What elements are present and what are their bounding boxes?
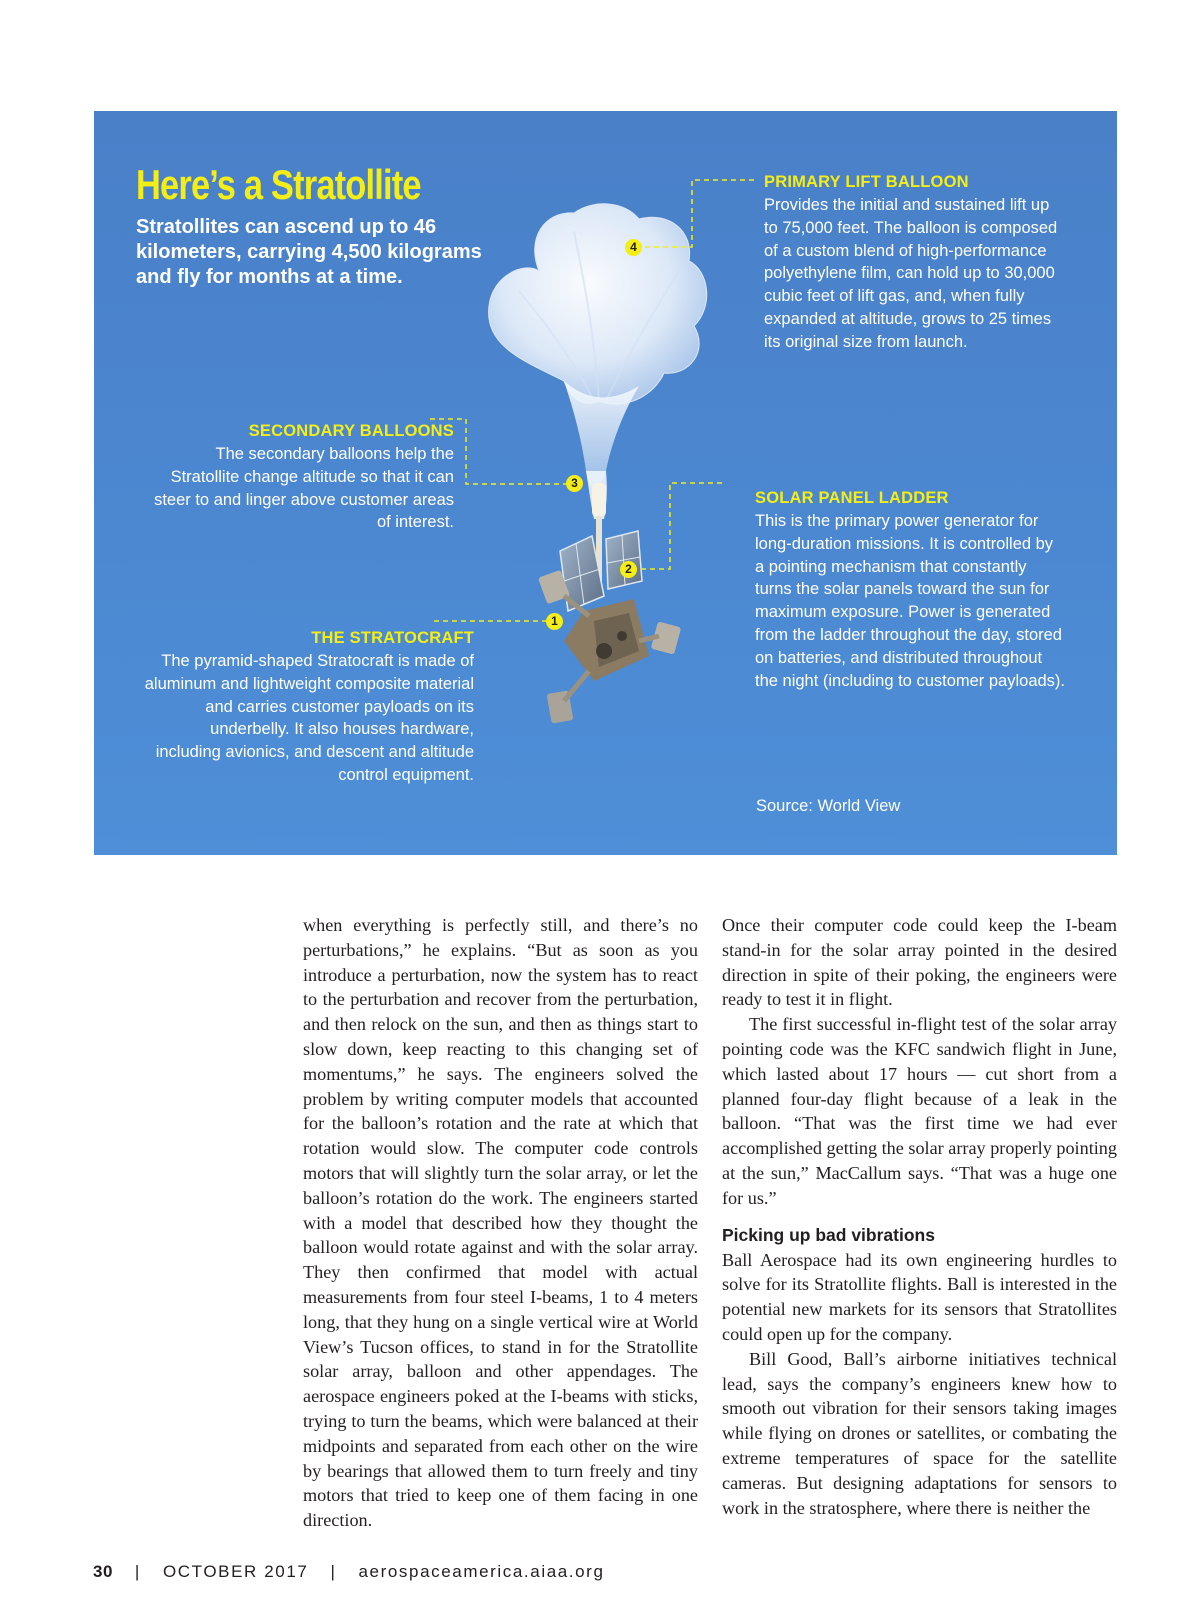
stratollite-infographic: [94, 111, 1117, 855]
callout-text: This is the primary power generator for long-duration missions. It is controlled by a pointing mechanism that constantly turns the solar panels toward the sun for maximum exposure. Power is generated from the ladder throughout the day, stored on batteries, and distributed throughout the night (including to customer payloads).: [755, 512, 1066, 690]
footer-separator: |: [330, 1562, 337, 1581]
callout-heading: SECONDARY BALLOONS: [248, 422, 454, 440]
footer-separator: |: [134, 1562, 141, 1581]
infographic-title: Here’s a Stratollite: [136, 161, 421, 208]
page-number: 30: [93, 1562, 113, 1581]
infographic-intro: Stratollites can ascend up to 46 kilometers, carrying 4,500 kilograms and fly for months at a time.: [136, 216, 482, 288]
callout-heading: PRIMARY LIFT BALLOON: [764, 173, 969, 191]
callout-heading: SOLAR PANEL LADDER: [755, 489, 949, 507]
infographic-source: Source: World View: [756, 797, 901, 815]
callout-solar-panel-ladder: [755, 487, 1065, 692]
callout-heading: THE STRATOCRAFT: [311, 629, 474, 647]
article-column-right: [722, 913, 1117, 1520]
marker-1: 1: [546, 613, 563, 630]
callout-stratocraft: [144, 627, 474, 787]
primary-lift-balloon: [489, 204, 707, 519]
callout-secondary-balloons: [154, 420, 454, 534]
article-paragraph: Bill Good, Ball’s airborne initiatives technical lead, says the company’s engineers knew how to smooth out vibration for their sensors taking images while flying on drones or satellites, or combating the extreme temperatures of space for the satellite cameras. But designing adaptations for sensors to work in the stratosphere, where there is neither the: [722, 1348, 1117, 1518]
section-heading: Picking up bad vibrations: [722, 1224, 935, 1245]
article-paragraph: when everything is perfectly still, and there’s no perturbations,” he explains. “But as soon as you introduce a perturbation, now the system has to react to the perturbation and recover from the perturbation, and then relock on the sun, and then as things start to slow down, keep reacting to this changing set of momentums,” he says. The engineers solved the problem by writing computer models that accounted for the balloon’s rotation and the rate at which that rotation would slow. The computer code controls motors that will slightly turn the solar array, or let the balloon’s rotation do the work. The engineers started with a model that described how they thought the balloon would rotate against and with the solar array. They then confirmed that model with actual measurements from four steel I-beams, 1 to 4 meters long, that they hung on a single vertical wire at World View’s Tucson offices, to stand in for the Stratollite solar array, balloon and other appendages. The aerospace engineers poked at the I-beams with sticks, trying to turn the beams, which were balanced at their midpoints and separated from each other on the wire by bearings that allowed them to turn freely and tiny motors that tried to keep one of them facing in one direction.: [303, 915, 698, 1531]
page-footer: [93, 1562, 605, 1582]
site-url[interactable]: aerospaceamerica.aiaa.org: [358, 1562, 605, 1581]
callout-text: The secondary balloons help the Stratollite change altitude so that it can steer to and linger above customer areas of interest.: [154, 445, 454, 532]
marker-3: 3: [566, 475, 583, 492]
callout-primary-lift-balloon: [764, 171, 1064, 354]
callout-text: The pyramid-shaped Stratocraft is made of aluminum and lightweight composite material and carries customer payloads on its underbelly. It also houses hardware, including avionics, and descent and altitude control equipment.: [144, 652, 474, 784]
stratocraft: [538, 570, 681, 724]
article-paragraph: Ball Aerospace had its own engineering hurdles to solve for its Stratollite flights. Ball is interested in the potential new markets for its sensors that Stratollites could open up for the company.: [722, 1249, 1117, 1344]
callout-text: Provides the initial and sustained lift up to 75,000 feet. The balloon is composed of a custom blend of high-performance polyethylene film, can hold up to 30,000 cubic feet of lift gas, and, when fully expanded at altitude, grows to 25 times its original size from launch.: [764, 196, 1058, 351]
issue-date: OCTOBER 2017: [162, 1562, 309, 1581]
article-paragraph: Once their computer code could keep the I-beam stand-in for the solar array pointed in the desired direction in spite of their poking, the engineers were ready to test it in flight.: [722, 915, 1117, 1010]
article-column-left: [303, 913, 698, 1533]
article-paragraph: The first successful in-flight test of the solar array pointing code was the KFC sandwich flight in June, which lasted about 17 hours — cut short from a planned four-day flight because of a leak in the balloon. “That was the first time we had ever accomplished getting the solar array properly pointing at the sun,” MacCallum says. “That was a huge one for us.”: [722, 1014, 1117, 1208]
marker-2: 2: [620, 561, 637, 578]
marker-4: 4: [625, 239, 642, 256]
